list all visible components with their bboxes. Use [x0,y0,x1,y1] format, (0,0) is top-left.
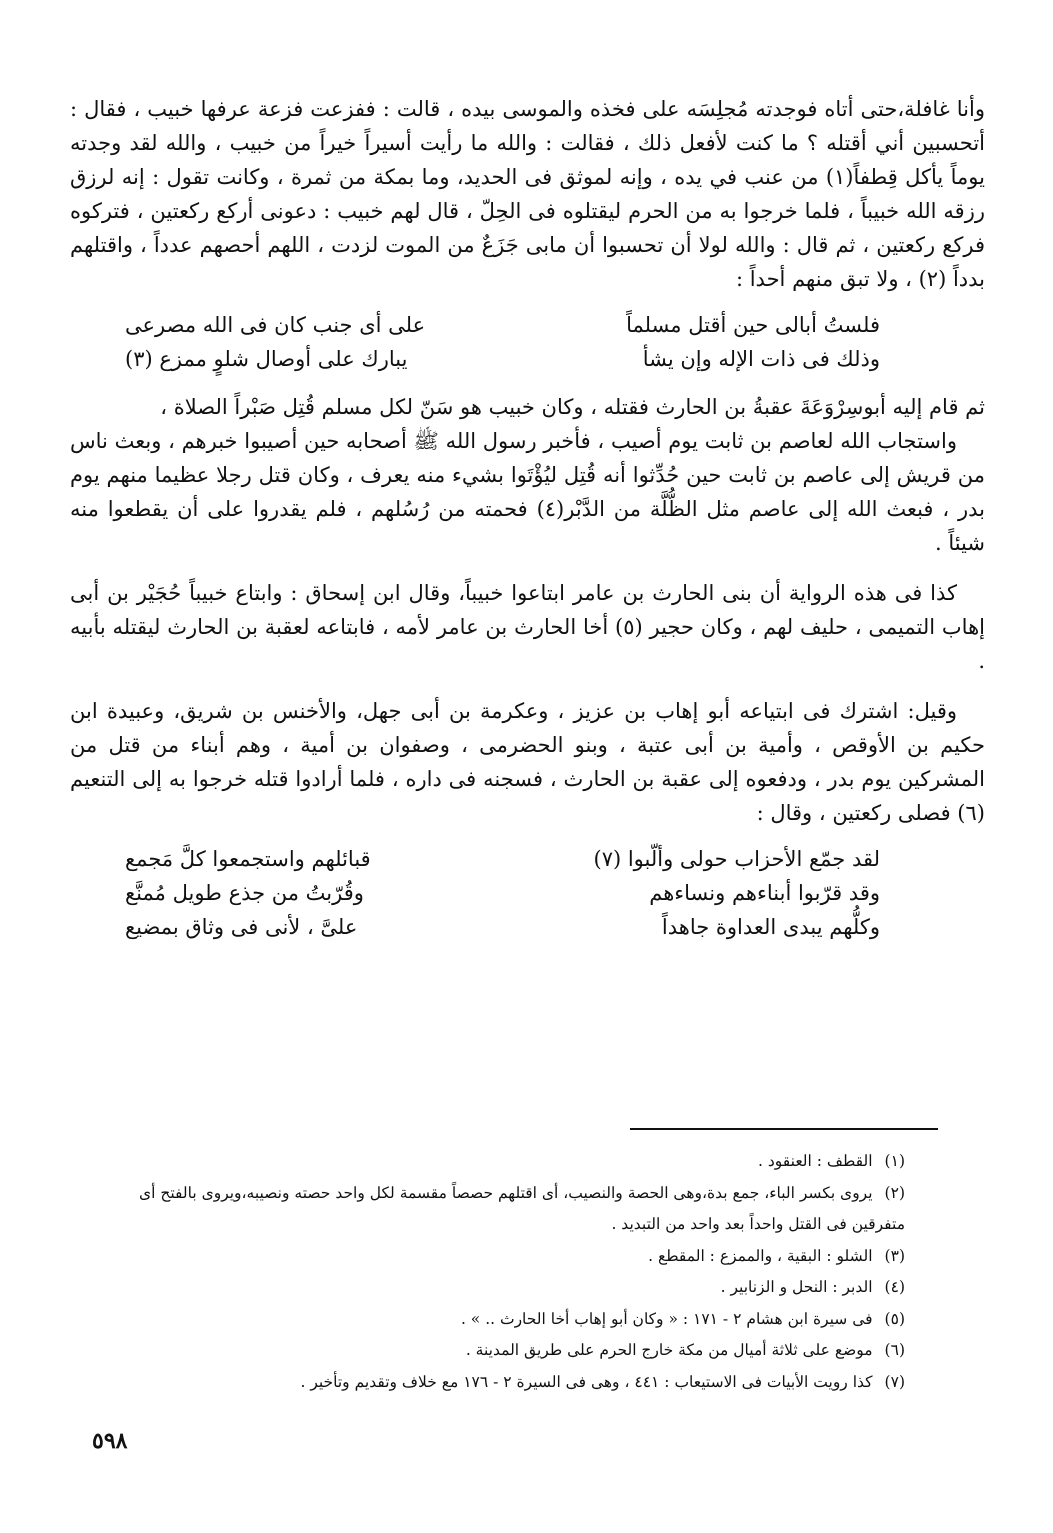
footnote-number: (٤) [884,1278,905,1296]
footnote-number: (٧) [884,1372,905,1391]
footnote-number: (٥) [884,1309,905,1328]
footnote-text: القطف : العنقود . [758,1152,873,1170]
verse-second-hemistich: وقُرّبتُ من جذع طويل مُمنَّع [125,881,364,905]
footnote-text: الدبر : النحل و الزنابير . [720,1278,873,1296]
footnote-text: موضع على ثلاثة أميال من مكة خارج الحرم على طريق المدينة . [465,1341,873,1359]
paragraph-1: وأنا غافلة،حتى أتاه فوجدته مُجلِسَه على فخذه والموسى بيده ، قالت : ففزعت فزعة عرفها خبيب ، فقال : أتحسبين أني أقتله ؟ ما كنت لأفعل ذلك ، فقالت : والله ما رأيت أسيراً خيراً من خبيب ، والله لقد وجدته يوماً يأكل قِطفاً(١) من عنب في يده ، وإنه لموثق فى الحديد، وما بمكة من ثمرة ، وكانت تقول : إنه لرزق رزقه الله خبيباً ، فلما خرجوا به من الحرم ليقتلوه فى الحِلّ ، قال لهم خبيب : دعونى أركع ركعتين ، فتركوه فركع ركعتين ، ثم قال : والله لولا أن تحسبوا أن مابى جَزَعٌ من الموت لزدت ، اللهم أحصهم عدداً ، واقتلهم بدداً (٢) ، ولا تبق منهم أحداً : [70,97,985,291]
verse-first-hemistich: لقد جمّع الأحزاب حولى وألّبوا (٧) [593,847,880,871]
footnote [100,1335,905,1367]
footnote-text: كذا رويت الأبيات فى الاستيعاب : ٤٤١ ، وهى فى السيرة ٢ - ١٧٦ مع خلاف وتقديم وتأخير . [300,1372,873,1391]
footnote-number: (٣) [884,1246,905,1265]
paragraph-3: واستجاب الله لعاصم بن ثابت يوم أصيب ، فأخبر رسول الله ﷺ أصحابه حين أصيبوا خبرهم ، وبعث ناس من قريش إلى عاصم بن ثابت حين حُدِّثوا أنه قُتِل ليُؤْتَوا بشيء منه يعرف ، وكان قتل رجلا عظيما منهم يوم بدر ، فبعث الله إلى عاصم مثل الظُّلَّة من الدَّبْر(٤) فحمته من رُسُلهم ، فلم يقدروا على أن يقطعوا منه شيئاً . [70,429,986,555]
poem-khubayb-1 [70,308,985,376]
footnote [100,1241,905,1273]
footnotes [100,1146,905,1398]
verse-line [125,342,880,376]
footnote-number: (٢) [884,1183,905,1202]
verse-line [125,308,880,342]
footnote [100,1146,905,1178]
verse-first-hemistich: وذلك فى ذات الإله وإن يشأ [642,347,880,371]
verse-second-hemistich: علىَّ ، لأنى فى وثاق بمضيع [125,915,358,939]
footnote-divider [630,1128,938,1130]
footnote-text: يروى بكسر الباء، جمع بدة،وهى الحصة والنصيب، أى اقتلهم حصصاً مقسمة لكل واحد حصته ونصيبه،ويروى بالفتح أى متفرقين فى القتل واحداً بعد واحد من التبديد . [139,1183,905,1233]
footnote [100,1367,905,1399]
paragraph-5: وقيل: اشترك فى ابتياعه أبو إهاب بن عزيز ، وعكرمة بن أبى جهل، والأخنس بن شريق، وعبيدة ابن حكيم بن الأوقص ، وأمية بن أبى عتبة ، وبنو الحضرمى ، وصفوان بن أمية ، وهم أبناء من قتل من المشركين يوم بدر ، ودفعوه إلى عقبة بن الحارث ، فسجنه فى داره ، فلما أرادوا قتله خرجوا به إلى التنعيم (٦) فصلى ركعتين ، وقال : [70,699,985,825]
paragraph-4: كذا فى هذه الرواية أن بنى الحارث بن عامر ابتاعوا خبيباً، وقال ابن إسحاق : وابتاع خبيباً حُجَيْر بن أبى إهاب التميمى ، حليف لهم ، وكان حجير (٥) أخا الحارث بن عامر لأمه ، فابتاعه لعقبة بن الحارث ليقتله بأبيه . [70,581,985,673]
main-text [70,92,985,958]
verse-line [125,842,880,876]
footnote-text: فى سيرة ابن هشام ٢ - ١٧١ : « وكان أبو إهاب أخا الحارث .. » . [460,1309,873,1328]
verse-first-hemistich: فلستُ أبالى حين أقتل مسلماً [626,313,880,337]
verse-line [125,910,880,944]
verse-second-hemistich: قبائلهم واستجمعوا كلَّ مَجمع [125,847,371,871]
verse-second-hemistich: يبارك على أوصال شلوٍ ممزع (٣) [125,347,408,371]
verse-first-hemistich: وقد قرّبوا أبناءهم ونساءهم [649,881,880,905]
footnote-text: الشلو : البقية ، والممزع : المقطع . [648,1246,873,1265]
footnote [100,1272,905,1304]
footnote-number: (٦) [884,1341,905,1359]
footnote-number: (١) [884,1152,905,1170]
footnote [100,1304,905,1336]
verse-second-hemistich: على أى جنب كان فى الله مصرعى [125,313,426,337]
footnote [100,1178,905,1241]
paragraph-2: ثم قام إليه أبوسِرْوَعَةَ عقبةُ بن الحارث فقتله ، وكان خبيب هو سَنّ لكل مسلم قُتِل صَبْراً الصلاة ، [160,395,985,419]
verse-first-hemistich: وكلُّهم يبدى العداوة جاهداً [661,915,880,939]
page-number: ٥٩٨ [92,1428,128,1454]
poem-khubayb-2 [70,842,985,944]
verse-line [125,876,880,910]
